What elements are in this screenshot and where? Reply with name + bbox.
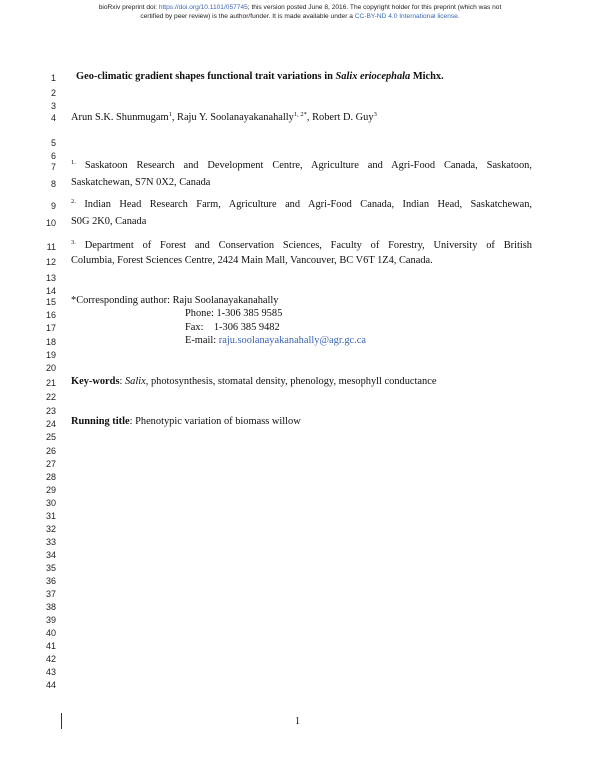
line-number: 12: [45, 257, 56, 267]
line-number: 9: [50, 201, 56, 211]
line-number: 36: [45, 576, 56, 586]
line-number: 42: [45, 654, 56, 664]
line-number: 15: [45, 297, 56, 307]
line-number: 1: [50, 73, 56, 83]
line-number: 40: [45, 628, 56, 638]
line-number: 16: [45, 310, 56, 320]
line-number: 27: [45, 459, 56, 469]
header-text: ; this version posted June 8, 2016. The copyright holder for this preprint (which was not: [247, 4, 502, 11]
line-number: 21: [45, 378, 56, 388]
line-number: 43: [45, 667, 56, 677]
line-number: 22: [45, 392, 56, 402]
line-number: 41: [45, 641, 56, 651]
running-title: Running title: Phenotypic variation of biomass willow: [71, 416, 301, 427]
line-number: 18: [45, 337, 56, 347]
line-number: 7: [50, 162, 56, 172]
line-number: 25: [45, 432, 56, 442]
affiliation-3: $^{3.}$ Department of Forest and Conservation Sciences, Faculty of Forestry, University of British: [71, 239, 532, 251]
line-number: 44: [45, 680, 56, 690]
line-number: 31: [45, 511, 56, 521]
line-number: 32: [45, 524, 56, 534]
line-number: 33: [45, 537, 56, 547]
header-text: .: [457, 13, 460, 20]
line-number: 4: [50, 113, 56, 123]
header-text: certified by peer review) is the author/funder. It is made available under a: [140, 13, 355, 20]
line-number: 28: [45, 472, 56, 482]
line-number: 10: [45, 218, 56, 228]
line-number: 19: [45, 350, 56, 360]
line-number: 39: [45, 615, 56, 625]
line-number: 5: [50, 138, 56, 148]
author-list: Arun S.K. Shunmugam$^1$, Raju Y. Soolanayakanahally$^{1, 2*}$, Robert D. Guy$^3$: [71, 111, 377, 123]
line-number: 8: [50, 179, 56, 189]
footer-rule: [61, 713, 62, 729]
line-number: 6: [50, 151, 56, 161]
line-number: 23: [45, 406, 56, 416]
phone-number: Phone: 1-306 385 9585: [185, 308, 283, 319]
line-number: 30: [45, 498, 56, 508]
affiliation-1: $^{1.}$ Saskatoon Research and Development Centre, Agriculture and Agri-Food Canada, Saskatoon,: [71, 159, 532, 171]
line-number: 34: [45, 550, 56, 560]
license-link[interactable]: CC-BY-ND 4.0 International license: [354, 13, 458, 20]
line-number: 20: [45, 363, 56, 373]
paper-title: Geo-climatic gradient shapes functional trait variations in Salix eriocephala Michx.: [76, 71, 444, 82]
line-number: 17: [45, 323, 56, 333]
affiliation-2-cont: S0G 2K0, Canada: [71, 216, 147, 227]
line-number: 13: [45, 273, 56, 283]
line-number: 3: [50, 101, 56, 111]
fax-number: Fax: 1-306 385 9482: [185, 322, 280, 333]
line-number: 38: [45, 602, 56, 612]
preprint-header: [60, 3, 540, 21]
page-number: 1: [295, 716, 300, 727]
line-number: 14: [45, 286, 56, 296]
affiliation-2: $^{2.}$ Indian Head Research Farm, Agriculture and Agri-Food Canada, Indian Head, Saskatchewan,: [71, 198, 532, 210]
corresponding-author: *Corresponding author: Raju Soolanayakanahally: [71, 295, 279, 306]
doi-link[interactable]: https://doi.org/10.1101/057745: [158, 4, 248, 11]
header-text: bioRxiv preprint doi:: [98, 4, 159, 11]
line-number: 37: [45, 589, 56, 599]
line-number: 11: [46, 242, 56, 252]
line-number: 24: [45, 419, 56, 429]
email-link[interactable]: raju.soolanayakanahally@agr.gc.ca: [218, 335, 366, 346]
line-number: 35: [45, 563, 56, 573]
keywords: Key-words: Salix, photosynthesis, stomatal density, phenology, mesophyll conductance: [71, 376, 437, 387]
line-number: 2: [50, 88, 56, 98]
affiliation-1-cont: Saskatchewan, S7N 0X2, Canada: [71, 177, 211, 188]
line-number: 26: [45, 446, 56, 456]
affiliation-3-cont: Columbia, Forest Sciences Centre, 2424 Main Mall, Vancouver, BC V6T 1Z4, Canada.: [71, 255, 433, 266]
email-line: E-mail: raju.soolanayakanahally@agr.gc.ca: [185, 335, 366, 346]
line-number: 29: [45, 485, 56, 495]
